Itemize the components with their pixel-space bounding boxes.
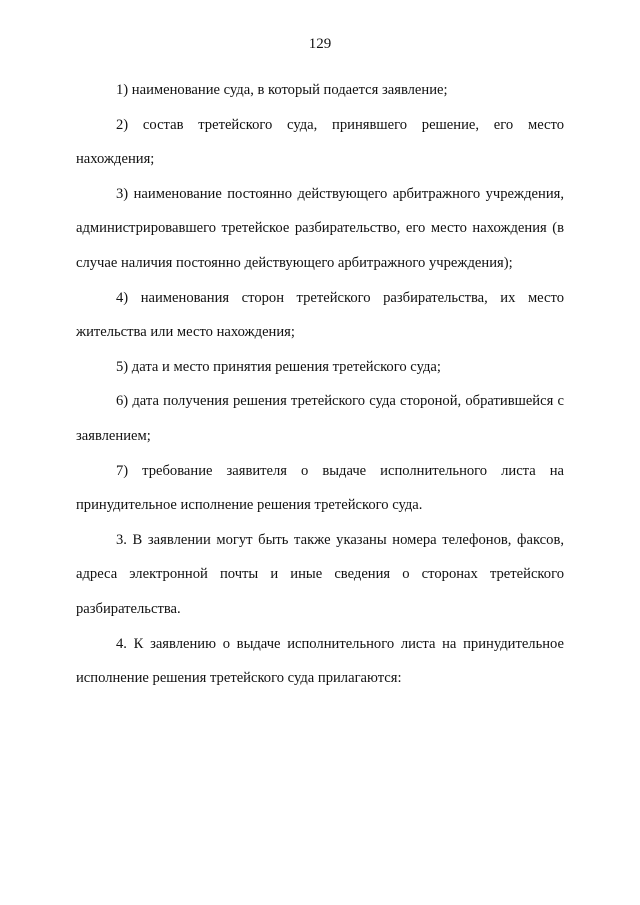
page-number: 129 — [308, 36, 332, 52]
document-body — [76, 73, 564, 696]
paragraph-item-6: 6) дата получения решения третейского суда стороной, обратившейся с заявлением; — [76, 393, 564, 444]
paragraph-item-1: 1) наименование суда, в который подается заявление; — [116, 82, 448, 98]
paragraph-item-7: 7) требование заявителя о выдаче исполнительного листа на принудительное исполнение решения третейского суда. — [76, 462, 564, 514]
paragraph-item-2: 2) состав третейского суда, принявшего решение, его место нахождения; — [76, 116, 564, 168]
paragraph-item-4: 4) наименования сторон третейского разбирательства, их место жительства или место нахождения; — [76, 289, 564, 341]
paragraph-item-5: 5) дата и место принятия решения третейского суда; — [116, 358, 441, 375]
paragraph-clause-4: 4. К заявлению о выдаче исполнительного листа на принудительное исполнение решения третейского суда прилагаются: — [76, 635, 564, 687]
paragraph-clause-3: 3. В заявлении могут быть также указаны номера телефонов, факсов, адреса электронной почты и иные сведения о сторонах третейского разбирательства. — [76, 531, 564, 617]
paragraph-item-3: 3) наименование постоянно действующего арбитражного учреждения, администрировавшего третейское разбирательство, его место нахождения (в случае наличия постоянно действующего арбитражного учреждения); — [76, 185, 564, 271]
